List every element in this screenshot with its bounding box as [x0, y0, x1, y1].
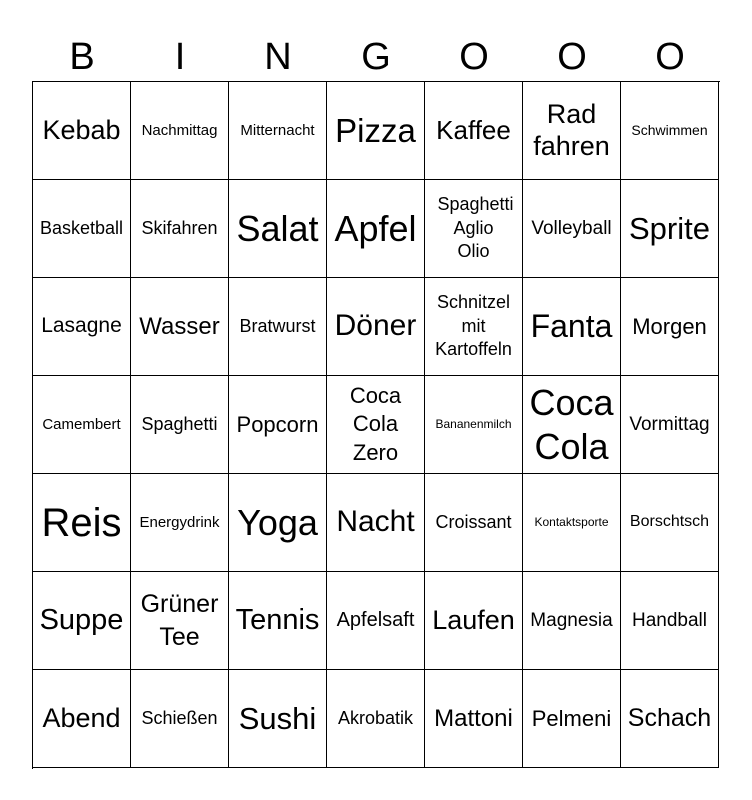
bingo-cell[interactable] [621, 572, 719, 670]
cell-label: Bananenmilch [435, 416, 512, 431]
bingo-cell[interactable] [523, 180, 621, 278]
header-letter-g: G [361, 36, 391, 78]
cell-label: Croissant [435, 512, 512, 533]
bingo-cell[interactable] [33, 278, 131, 376]
cell-label: Apfel [334, 207, 417, 249]
cell-label: Grüner Tee [140, 590, 219, 651]
bingo-cell[interactable] [425, 376, 523, 474]
bingo-cell[interactable] [131, 82, 229, 180]
cell-label: Suppe [39, 603, 124, 636]
bingo-cell[interactable] [131, 474, 229, 572]
cell-label: Sushi [238, 700, 317, 736]
bingo-cell[interactable] [131, 670, 229, 768]
bingo-cell[interactable] [131, 180, 229, 278]
bingo-cell[interactable] [327, 474, 425, 572]
bingo-cell[interactable] [33, 572, 131, 670]
cell-label: Coca Cola [529, 382, 614, 467]
cell-label: Volleyball [531, 217, 612, 239]
bingo-cell[interactable] [523, 376, 621, 474]
cell-label: Energydrink [139, 513, 220, 531]
bingo-cell[interactable] [327, 670, 425, 768]
bingo-cell[interactable] [425, 180, 523, 278]
bingo-cell[interactable] [131, 278, 229, 376]
cell-label: Basketball [39, 218, 124, 239]
bingo-cell[interactable] [621, 82, 719, 180]
bingo-cell[interactable] [621, 180, 719, 278]
cell-label: Magnesia [530, 609, 613, 631]
cell-label: Coca Cola Zero [349, 382, 402, 465]
cell-label: Kontaktsporte [534, 514, 609, 529]
cell-label: Schnitzel mit Kartoffeln [435, 292, 512, 360]
bingo-cell[interactable] [131, 572, 229, 670]
bingo-cell[interactable] [327, 82, 425, 180]
cell-label: Abend [42, 702, 121, 733]
bingo-cell[interactable] [327, 376, 425, 474]
header-letter-i: I [174, 36, 186, 78]
bingo-cell[interactable] [229, 82, 327, 180]
cell-label: Borschtsch [629, 513, 710, 531]
cell-label: Lasagne [41, 314, 122, 338]
cell-label: Schießen [141, 708, 218, 729]
cell-label: Schwimmen [631, 122, 708, 139]
cell-label: Nachmittag [141, 121, 218, 139]
cell-label: Fanta [530, 308, 613, 345]
bingo-cell[interactable] [229, 670, 327, 768]
header-letter-o3: O [655, 36, 685, 78]
cell-label: Tennis [235, 603, 320, 636]
bingo-cell[interactable] [425, 82, 523, 180]
cell-label: Schach [627, 704, 712, 733]
bingo-cell[interactable] [33, 474, 131, 572]
cell-label: Reis [41, 500, 122, 545]
cell-label: Pelmeni [531, 705, 612, 731]
bingo-cell[interactable] [229, 376, 327, 474]
header-letter-o1: O [459, 36, 489, 78]
cell-label: Camembert [42, 415, 121, 433]
cell-label: Salat [236, 207, 319, 249]
bingo-cell[interactable] [33, 82, 131, 180]
bingo-cell[interactable] [425, 474, 523, 572]
cell-label: Kaffee [436, 114, 511, 145]
cell-label: Yoga [237, 501, 318, 543]
bingo-cell[interactable] [425, 572, 523, 670]
bingo-cell[interactable] [33, 670, 131, 768]
bingo-cell[interactable] [621, 376, 719, 474]
bingo-cell[interactable] [327, 180, 425, 278]
cell-label: Spaghetti [141, 414, 218, 435]
bingo-cell[interactable] [229, 278, 327, 376]
bingo-cell[interactable] [229, 474, 327, 572]
bingo-cell[interactable] [229, 572, 327, 670]
bingo-cell[interactable] [425, 670, 523, 768]
bingo-cell[interactable] [523, 474, 621, 572]
cell-label: Morgen [632, 313, 707, 339]
cell-label: Nacht [336, 505, 415, 539]
cell-label: Wasser [139, 312, 220, 340]
cell-label: Vormittag [629, 413, 710, 435]
cell-label: Döner [334, 309, 417, 343]
bingo-cell[interactable] [327, 572, 425, 670]
bingo-header [33, 34, 719, 81]
bingo-cell[interactable] [229, 180, 327, 278]
bingo-card-grid [32, 81, 720, 769]
bingo-cell[interactable] [621, 278, 719, 376]
cell-label: Mattoni [434, 704, 513, 732]
bingo-cell[interactable] [621, 474, 719, 572]
cell-label: Skifahren [141, 218, 218, 239]
cell-label: Laufen [432, 604, 515, 635]
bingo-cell[interactable] [523, 82, 621, 180]
cell-label: Handball [632, 609, 707, 631]
cell-label: Popcorn [236, 411, 319, 437]
bingo-cell[interactable] [523, 670, 621, 768]
header-letter-b: B [69, 36, 95, 78]
bingo-cell[interactable] [33, 376, 131, 474]
cell-label: Akrobatik [337, 708, 414, 729]
cell-label: Pizza [335, 111, 416, 149]
bingo-cell[interactable] [523, 572, 621, 670]
cell-label: Kebab [42, 114, 121, 145]
cell-label: Rad fahren [533, 99, 610, 161]
bingo-cell[interactable] [327, 278, 425, 376]
cell-label: Bratwurst [239, 316, 316, 337]
header-letter-o2: O [557, 36, 587, 78]
cell-label: Mitternacht [240, 121, 315, 139]
bingo-cell[interactable] [33, 180, 131, 278]
bingo-cell[interactable] [425, 278, 523, 376]
bingo-cell[interactable] [621, 670, 719, 768]
cell-label: Sprite [629, 210, 710, 246]
header-letter-n: N [264, 36, 292, 78]
cell-label: Spaghetti Aglio Olio [437, 194, 514, 262]
bingo-cell[interactable] [523, 278, 621, 376]
cell-label: Apfelsaft [336, 609, 415, 631]
bingo-cell[interactable] [131, 376, 229, 474]
